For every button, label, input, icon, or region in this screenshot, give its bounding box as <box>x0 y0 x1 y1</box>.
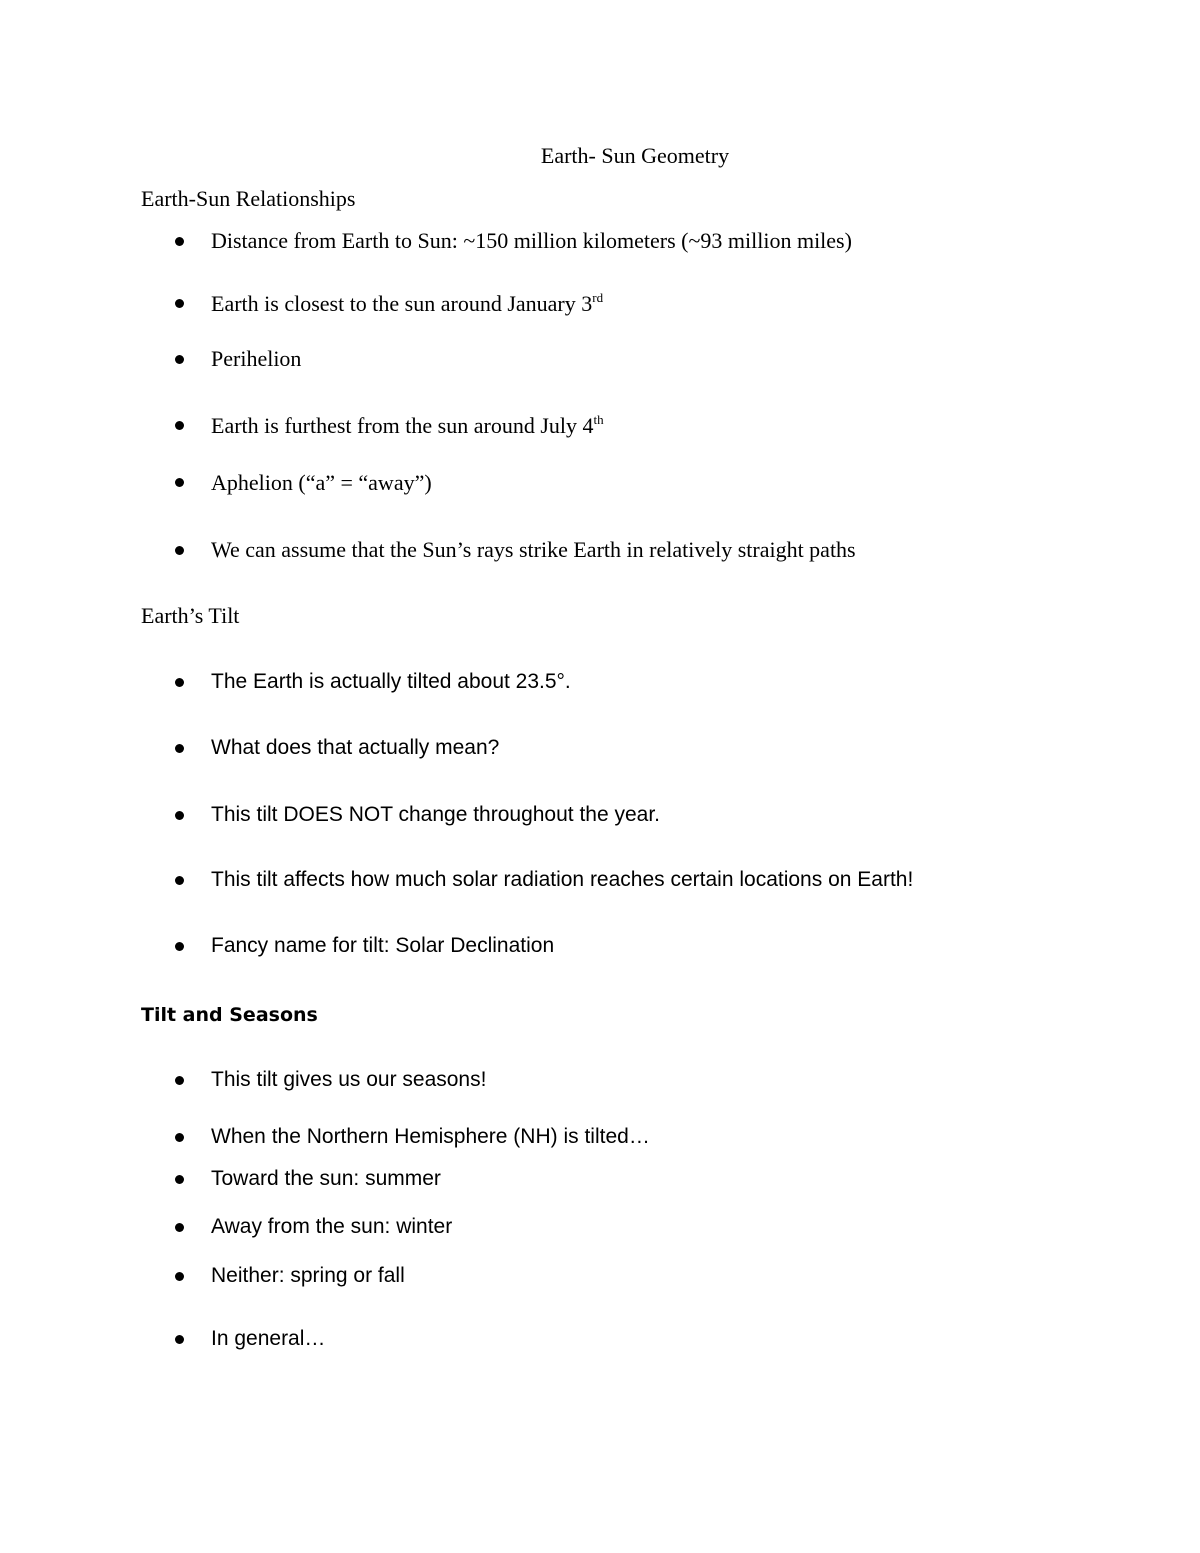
list-item: Earth is closest to the sun around January 3rd <box>211 290 604 316</box>
bullet-icon <box>175 546 184 555</box>
bullet-icon <box>175 1335 184 1344</box>
bullet-icon <box>175 744 184 753</box>
bullet-icon <box>175 1175 184 1184</box>
bullet-icon <box>175 1076 184 1085</box>
bullet-icon <box>175 421 184 430</box>
list-item: What does that actually mean? <box>211 736 500 759</box>
list-item: Fancy name for tilt: Solar Declination <box>211 934 555 957</box>
bullet-icon <box>175 237 184 246</box>
list-item: The Earth is actually tilted about 23.5°. <box>211 670 571 693</box>
list-item: This tilt gives us our seasons! <box>211 1068 487 1091</box>
bullet-icon <box>175 1272 184 1281</box>
section-heading-tilt-and-seasons: Tilt and Seasons <box>141 1004 318 1026</box>
list-item: This tilt affects how much solar radiation reaches certain locations on Earth! <box>211 868 914 891</box>
list-item: In general… <box>211 1327 326 1350</box>
list-item: When the Northern Hemisphere (NH) is tilted… <box>211 1125 650 1148</box>
list-item: This tilt DOES NOT change throughout the year. <box>211 803 661 826</box>
bullet-icon <box>175 942 184 951</box>
bullet-icon <box>175 299 184 308</box>
list-item: Distance from Earth to Sun: ~150 million kilometers (~93 million miles) <box>211 228 852 253</box>
bullet-icon <box>175 811 184 820</box>
list-item: Neither: spring or fall <box>211 1264 405 1287</box>
section-heading-earths-tilt: Earth’s Tilt <box>141 603 240 628</box>
section-heading-earth-sun-relationships: Earth-Sun Relationships <box>141 186 356 211</box>
bullet-icon <box>175 876 184 885</box>
bullet-icon <box>175 678 184 687</box>
list-item: Earth is furthest from the sun around July 4th <box>211 412 604 438</box>
bullet-icon <box>175 1133 184 1142</box>
bullet-icon <box>175 478 184 487</box>
list-item: We can assume that the Sun’s rays strike Earth in relatively straight paths <box>211 537 856 562</box>
bullet-icon <box>175 1223 184 1232</box>
document-title: Earth- Sun Geometry <box>540 143 730 168</box>
list-item: Away from the sun: winter <box>211 1215 453 1238</box>
list-item: Aphelion (“a” = “away”) <box>211 470 432 495</box>
bullet-icon <box>175 355 184 364</box>
list-item: Toward the sun: summer <box>211 1167 441 1190</box>
list-item: Perihelion <box>211 346 302 371</box>
